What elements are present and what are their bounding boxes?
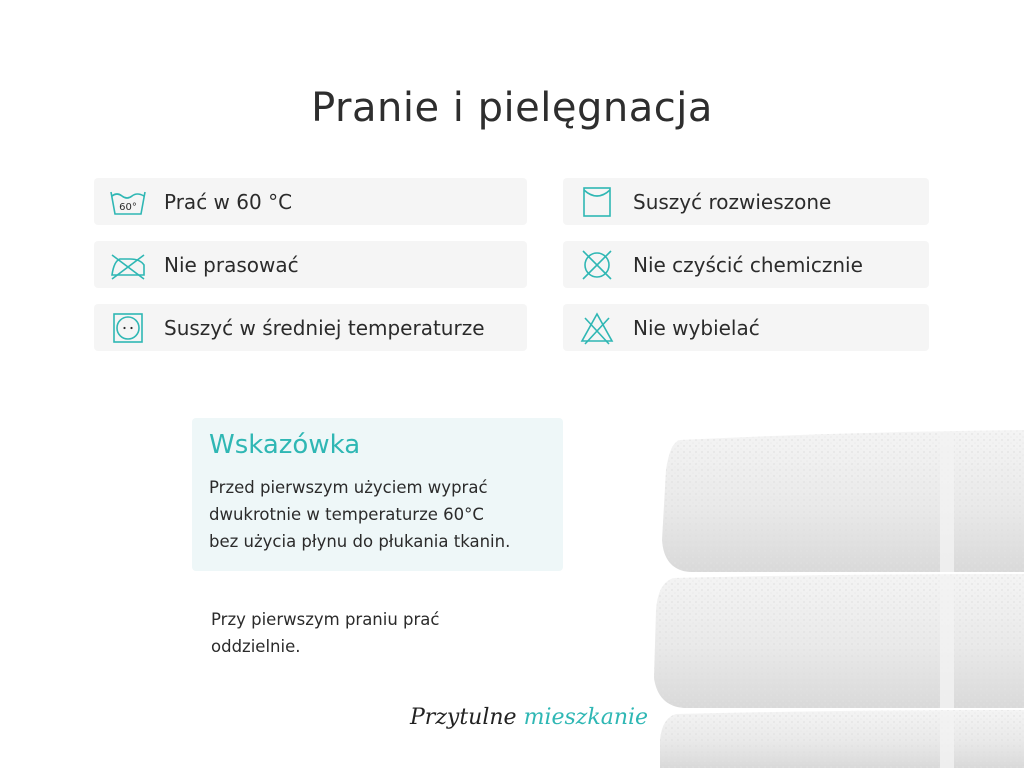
care-item-label: Suszyć rozwieszone (633, 189, 832, 214)
wash-60-icon (108, 184, 148, 220)
care-item-label: Prać w 60 °C (164, 189, 293, 214)
care-item-label: Nie wybielać (633, 315, 760, 340)
care-item-dry (94, 304, 527, 351)
no-dry-clean-icon (577, 247, 617, 283)
care-item-wash (94, 178, 527, 225)
care-item-label: Nie czyścić chemicznie (633, 252, 863, 277)
care-item-label: Nie prasować (164, 252, 299, 277)
care-item-iron (94, 241, 527, 288)
no-bleach-icon (577, 310, 617, 346)
care-item-hang-dry (563, 178, 929, 225)
tip-title: Wskazówka (209, 430, 361, 460)
page-title: Pranie i pielęgnacja (311, 84, 713, 131)
tip-box (192, 418, 563, 571)
care-item-bleach (563, 304, 929, 351)
svg-text:60°: 60° (119, 201, 137, 213)
care-item-label: Suszyć w średniej temperaturze (164, 315, 485, 340)
towel-stack-image (640, 420, 1024, 768)
brand-part-1: Przytulne (410, 705, 517, 730)
hang-dry-icon (577, 184, 617, 220)
tip-body: Przed pierwszym użyciem wyprać dwukrotnie w temperaturze 60°C bez użycia płynu do płukania tkanin. (209, 478, 511, 551)
care-item-dry-clean (563, 241, 929, 288)
brand-part-2: mieszkanie (523, 705, 649, 730)
brand-logo (410, 705, 648, 730)
no-iron-icon (108, 247, 148, 283)
note-text: Przy pierwszym praniu prać oddzielnie. (211, 610, 440, 656)
tumble-dry-medium-icon (108, 310, 148, 346)
